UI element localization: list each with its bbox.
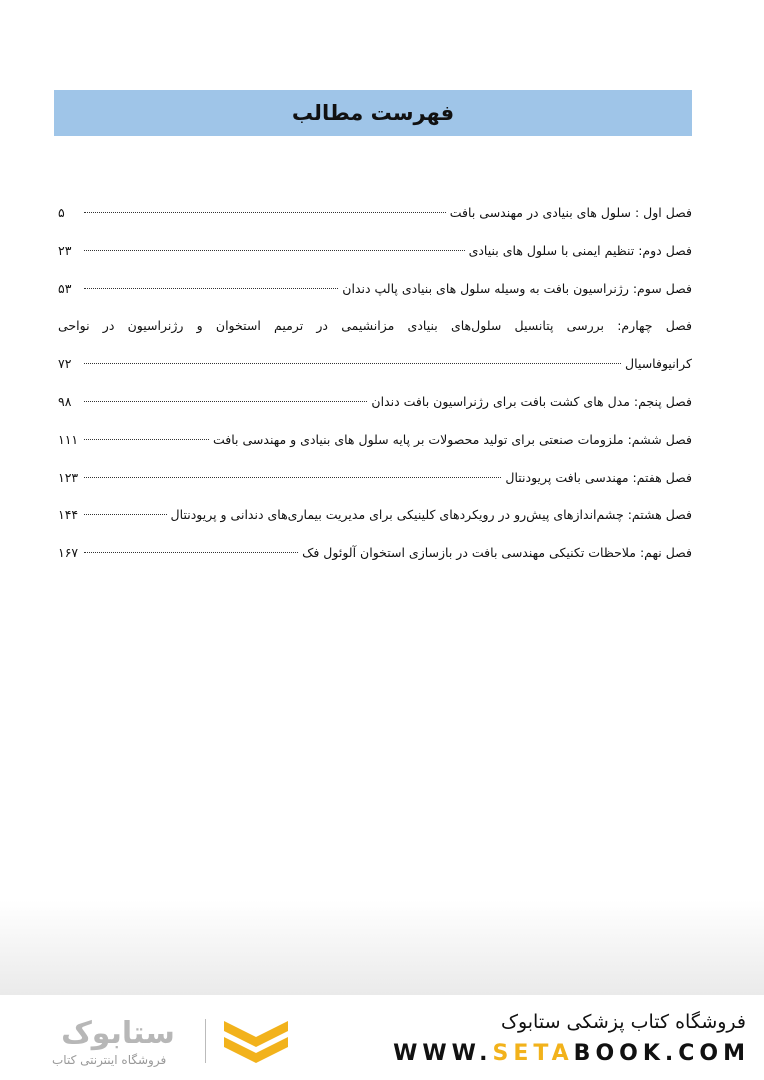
setabook-logo <box>38 1013 198 1051</box>
shop-url[interactable] <box>393 1041 750 1066</box>
dot-leader <box>84 477 501 478</box>
table-of-contents <box>58 194 692 572</box>
toc-entry-text: فصل دوم: تنظیم ایمنی با سلول های بنیادی <box>468 242 692 258</box>
dot-leader <box>84 401 367 402</box>
dot-leader <box>84 439 209 440</box>
toc-entry <box>58 307 692 345</box>
dot-leader <box>84 514 167 515</box>
toc-entry <box>58 421 692 459</box>
toc-entry-text: فصل اول : سلول های بنیادی در مهندسی بافت <box>449 205 692 220</box>
toc-entry-text: فصل هفتم: مهندسی بافت پریودنتال <box>505 469 692 485</box>
toc-entry-text: فصل سوم: رژنراسیون بافت به وسیله سلول های بنیادی پالپ دندان <box>342 280 692 296</box>
toc-entry-text: کرانیوفاسیال <box>625 356 692 372</box>
toc-entry-page: ۹۸ <box>58 393 72 409</box>
logo-subtitle: فروشگاه اینترنتی کتاب <box>52 1053 167 1067</box>
toc-entry-page: ۲۳ <box>58 242 72 258</box>
url-accent: SETA <box>492 1041 574 1066</box>
toc-entry <box>58 534 692 572</box>
toc-entry <box>58 345 692 383</box>
toc-entry <box>58 270 692 308</box>
toc-entry-page: ۵ <box>58 205 65 220</box>
toc-entry-text: فصل نهم: ملاحظات تکنیکی مهندسی بافت در بازسازی استخوان آلوئول فک <box>302 545 692 561</box>
dot-leader <box>84 552 298 553</box>
toc-entry <box>58 459 692 497</box>
toc-entry-page: ۱۲۳ <box>58 469 79 485</box>
toc-entry-page: ۱۴۴ <box>58 507 79 523</box>
toc-entry <box>58 383 692 421</box>
toc-entry-page: ۵۳ <box>58 280 72 296</box>
url-prefix: WWW. <box>393 1041 493 1066</box>
toc-entry-text: فصل ششم: ملزومات صنعتی برای تولید محصولات بر پایه سلول های بنیادی و مهندسی بافت <box>213 431 692 447</box>
dot-leader <box>84 212 446 213</box>
book-logo-icon <box>220 1015 292 1067</box>
footer-shadow <box>0 900 764 1000</box>
dot-leader <box>84 250 465 251</box>
toc-entry-text: فصل چهارم: بررسی پتانسیل سلول‌های بنیادی مزانشیمی در ترمیم استخوان و رژنراسیون در نواحی <box>58 318 692 334</box>
publisher-footer <box>0 995 764 1080</box>
shop-name: فروشگاه کتاب پزشکی ستابوک <box>500 1011 746 1033</box>
toc-entry-text: فصل هشتم: چشم‌اندازهای پیش‌رو در رویکردهای کلینیکی برای مدیریت بیماری‌های دندانی و پریودنتال <box>170 507 692 523</box>
dot-leader <box>84 363 621 364</box>
dot-leader <box>84 288 338 289</box>
toc-entry-text: فصل پنجم: مدل های کشت بافت برای رژنراسیون بافت دندان <box>371 393 692 409</box>
toc-entry <box>58 232 692 270</box>
url-suffix: BOOK.COM <box>573 1041 750 1066</box>
footer-divider <box>205 1019 206 1063</box>
page-title: فهرست مطالب <box>291 101 455 125</box>
toc-title-bar <box>54 90 692 136</box>
toc-entry-page: ۱۱۱ <box>58 431 79 447</box>
logo-wordmark: ستابوک <box>61 1016 175 1051</box>
toc-entry <box>58 496 692 534</box>
toc-entry-page: ۱۶۷ <box>58 545 79 561</box>
toc-entry-page: ۷۲ <box>58 356 72 372</box>
toc-entry <box>58 194 692 232</box>
